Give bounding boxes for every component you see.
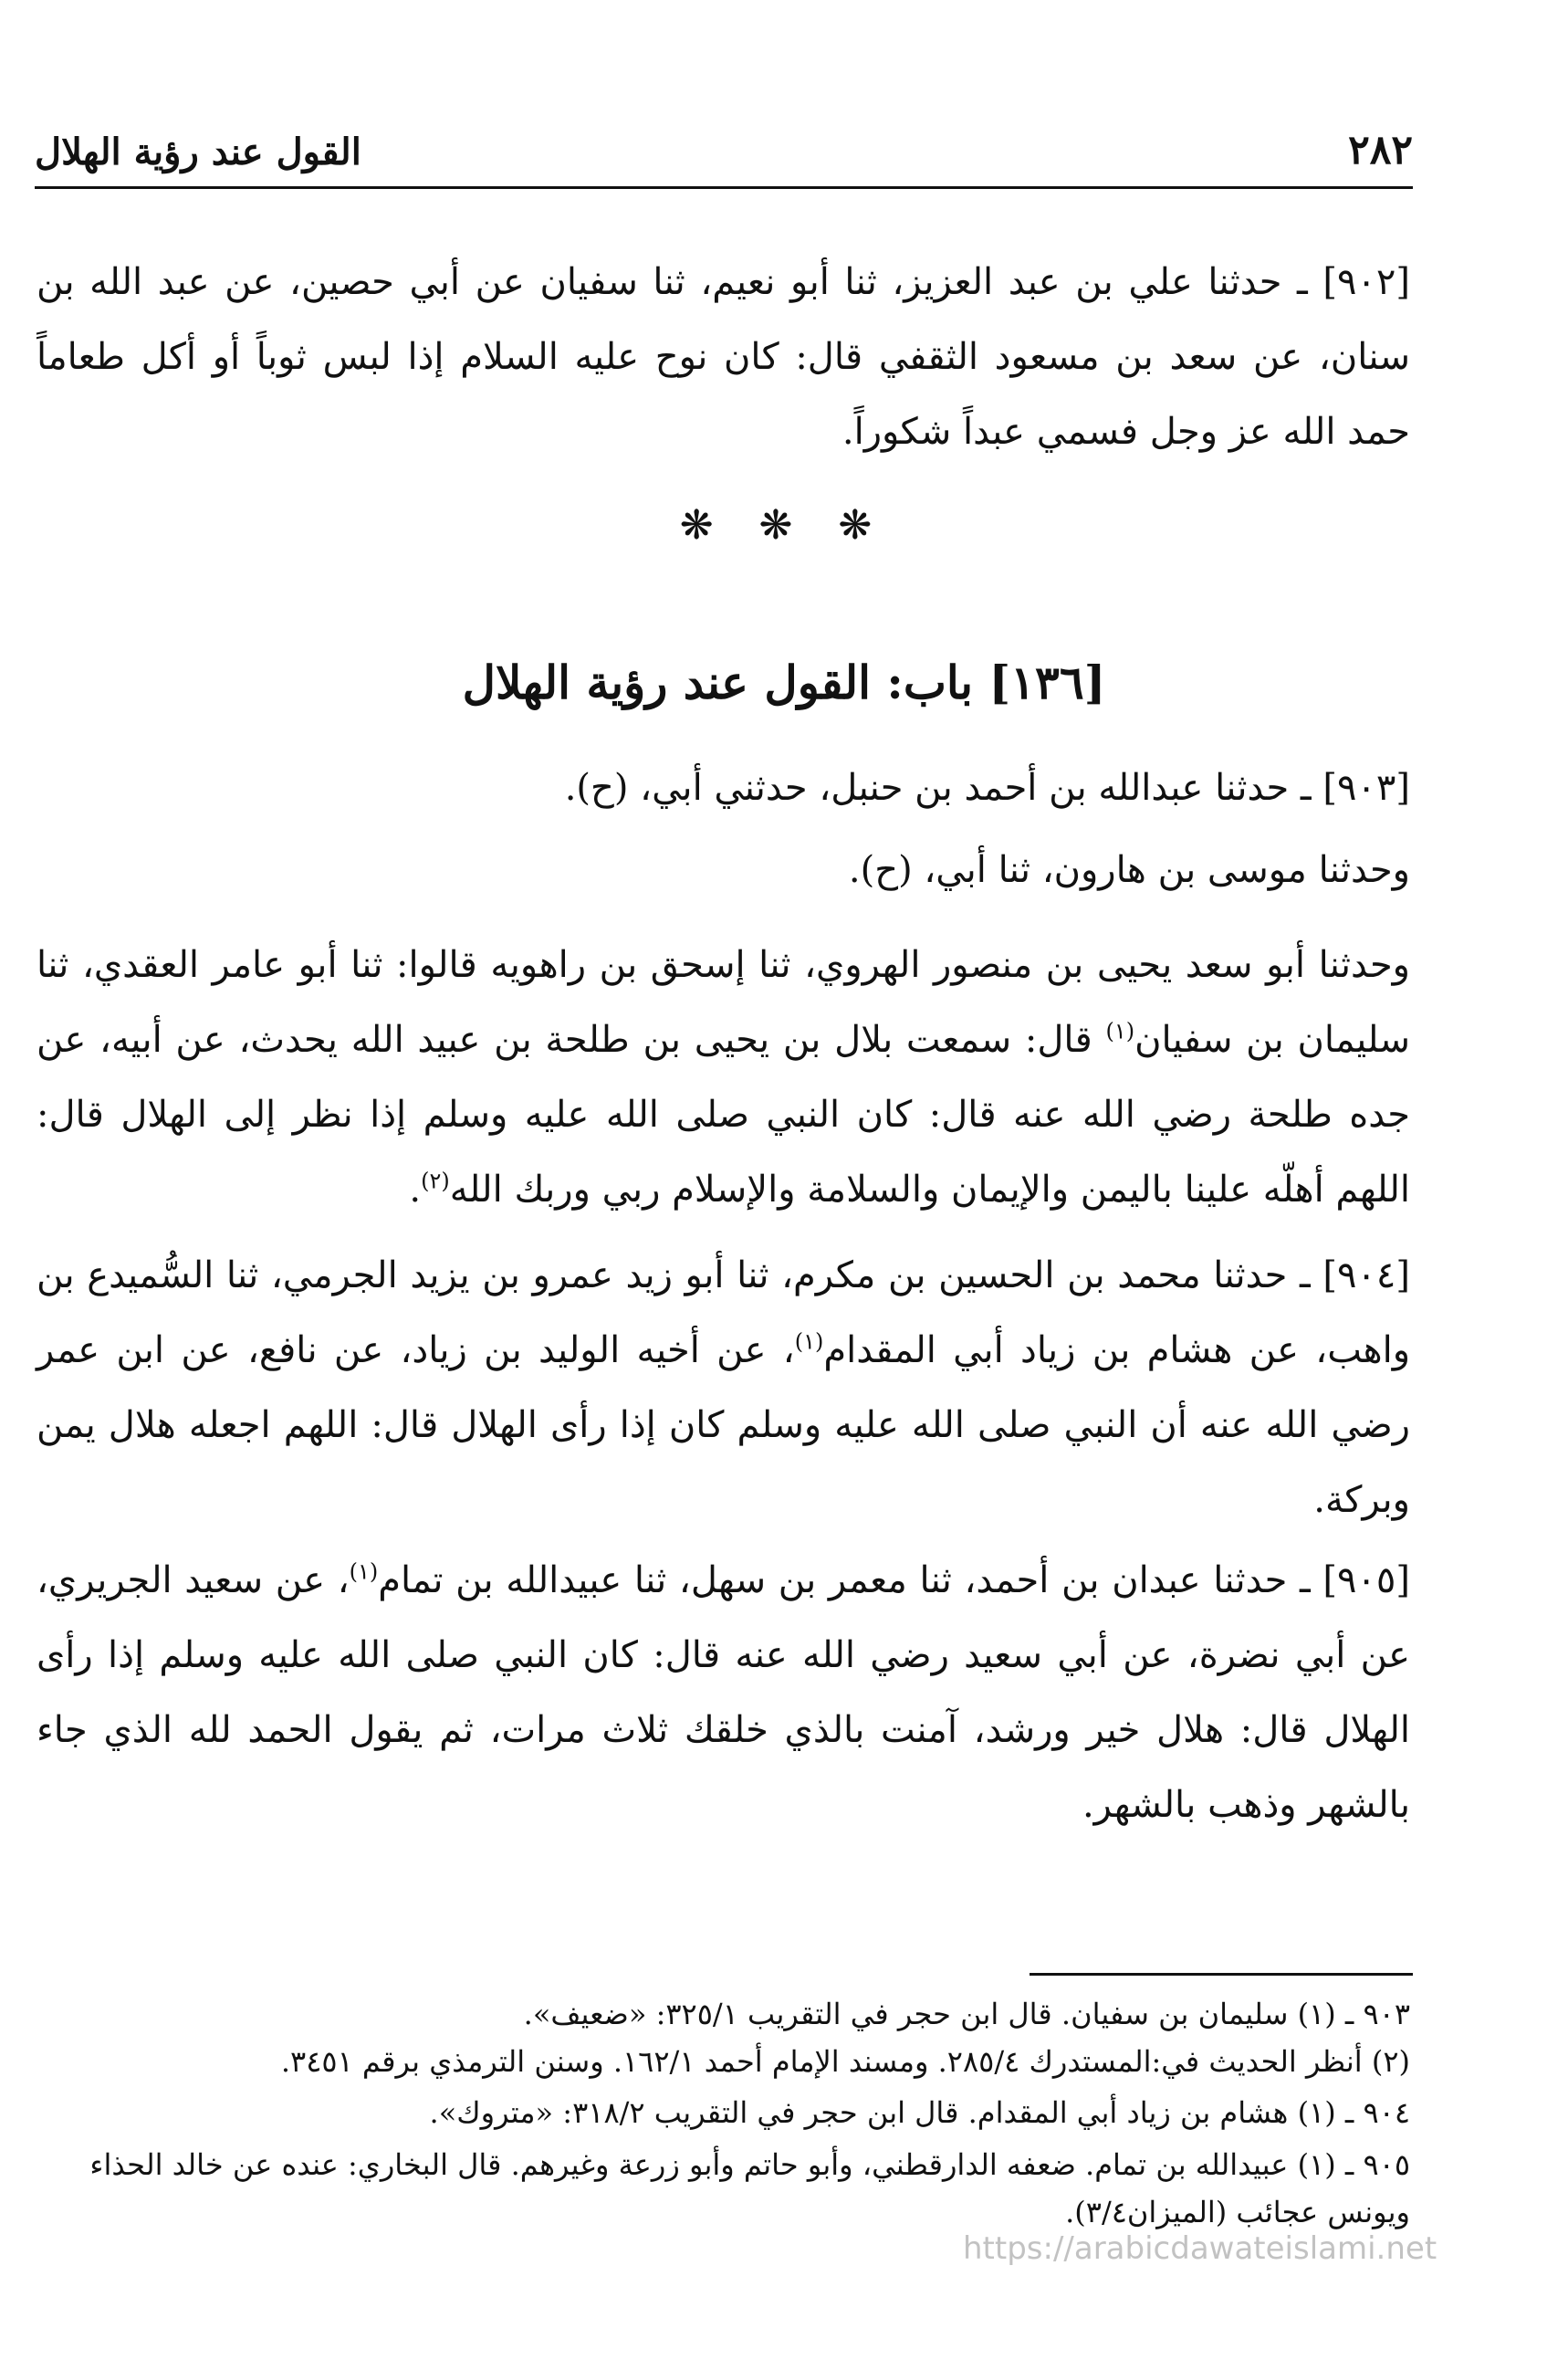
watermark: https://arabicdawateislami.net [963, 2230, 1437, 2267]
footnote-marker: (١) [794, 1328, 824, 1355]
hadith-903-text [37, 928, 1410, 1227]
section-separator: ❋ ❋ ❋ [679, 502, 889, 549]
footnote-905-1: ٩٠٥ ـ (١) عبيدالله بن تمام. ضعفه الدارقطني، وأبو حاتم وأبو زرعة وغيرهم. قال البخاري: عنده عن خالد الحذاء ويونس عجائب (الميزان٣/٤). [89, 2147, 1410, 2229]
footnote-rule [1030, 1973, 1413, 1976]
hadith-903-chain-1: [٩٠٣] ـ حدثنا عبدالله بن أحمد بن حنبل، حدثني أبي، (ح). [564, 767, 1410, 809]
hadith-903-part: وحدثنا أبو سعد يحيى بن منصور الهروي، ثنا إسحق بن راهويه قالوا: ثنا أبو عامر العقدي، ثنا سليمان بن سفيان [37, 944, 1410, 1061]
footnote-903-1: ٩٠٣ ـ (١) سليمان بن سفيان. قال ابن حجر في التقريب ٣٢٥/١: «ضعيف». [523, 1997, 1410, 2031]
footnote-marker: (٢) [421, 1168, 450, 1194]
hadith-904 [37, 1238, 1410, 1537]
footnote-marker: (١) [1105, 1018, 1135, 1044]
footnote-904-1: ٩٠٤ ـ (١) هشام بن زياد أبي المقدام. قال ابن حجر في التقريب ٣١٨/٢: «متروك». [429, 2095, 1410, 2130]
hadith-904-part: ، عن أخيه الوليد بن زياد، عن نافع، عن ابن عمر رضي الله عنه أن النبي صلى الله عليه وسلم كان إذا رأى الهلال قال: اللهم اجعله هلال يمن وبركة. [37, 1329, 1410, 1521]
hadith-902: [٩٠٢] ـ حدثنا علي بن عبد العزيز، ثنا أبو نعيم، ثنا سفيان عن أبي حصين، عن عبد الله بن سنان، عن سعد بن مسعود الثقفي قال: كان نوح عليه السلام إذا لبس ثوباً أو أكل طعاماً حمد الله عز وجل فسمي عبداً شكوراً. [37, 261, 1410, 453]
page-header [35, 123, 1413, 178]
hadith-905 [37, 1543, 1410, 1842]
running-title: القول عند رؤية الهلال [35, 131, 361, 173]
hadith-903-end: . [409, 1169, 422, 1211]
chapter-heading: [١٣٦] باب: القول عند رؤية الهلال [462, 656, 1106, 709]
hadith-905-part: ، عن سعيد الجريري، عن أبي نضرة، عن أبي سعيد رضي الله عنه قال: كان النبي صلى الله عليه وسلم إذا رأى الهلال قال: هلال خير ورشد، آمنت بالذي خلقك ثلاث مرات، ثم يقول الحمد لله الذي جاء بالشهر وذهب بالشهر. [37, 1559, 1410, 1826]
footnote-marker: (١) [349, 1558, 379, 1585]
page-number: ٢٨٢ [1348, 127, 1413, 173]
footnote-903-2: (٢) أنظر الحديث في:المستدرك ٢٨٥/٤. ومسند الإمام أحمد ١٦٢/١. وسنن الترمذي برقم ٣٤٥١. [280, 2044, 1410, 2079]
hadith-905-part: [٩٠٥] ـ حدثنا عبدان بن أحمد، ثنا معمر بن سهل، ثنا عبيدالله بن تمام [378, 1559, 1410, 1601]
header-rule [35, 186, 1413, 189]
hadith-904-part: [٩٠٤] ـ حدثنا محمد بن الحسين بن مكرم، ثنا أبو زيد عمرو بن يزيد الجرمي، ثنا السُّميدع بن واهب، عن هشام بن زياد أبي المقدام [37, 1254, 1411, 1371]
hadith-903-part: قال: سمعت بلال بن يحيى بن طلحة بن عبيد الله يحدث، عن أبيه، عن جده طلحة رضي الله عنه قال: كان النبي صلى الله عليه وسلم إذا نظر إلى الهلال قال: اللهم أهلّه علينا باليمن والإيمان والسلامة والإسلام ربي وربك الله [37, 1019, 1410, 1211]
hadith-903-chain-2: وحدثنا موسى بن هارون، ثنا أبي، (ح). [848, 849, 1410, 891]
